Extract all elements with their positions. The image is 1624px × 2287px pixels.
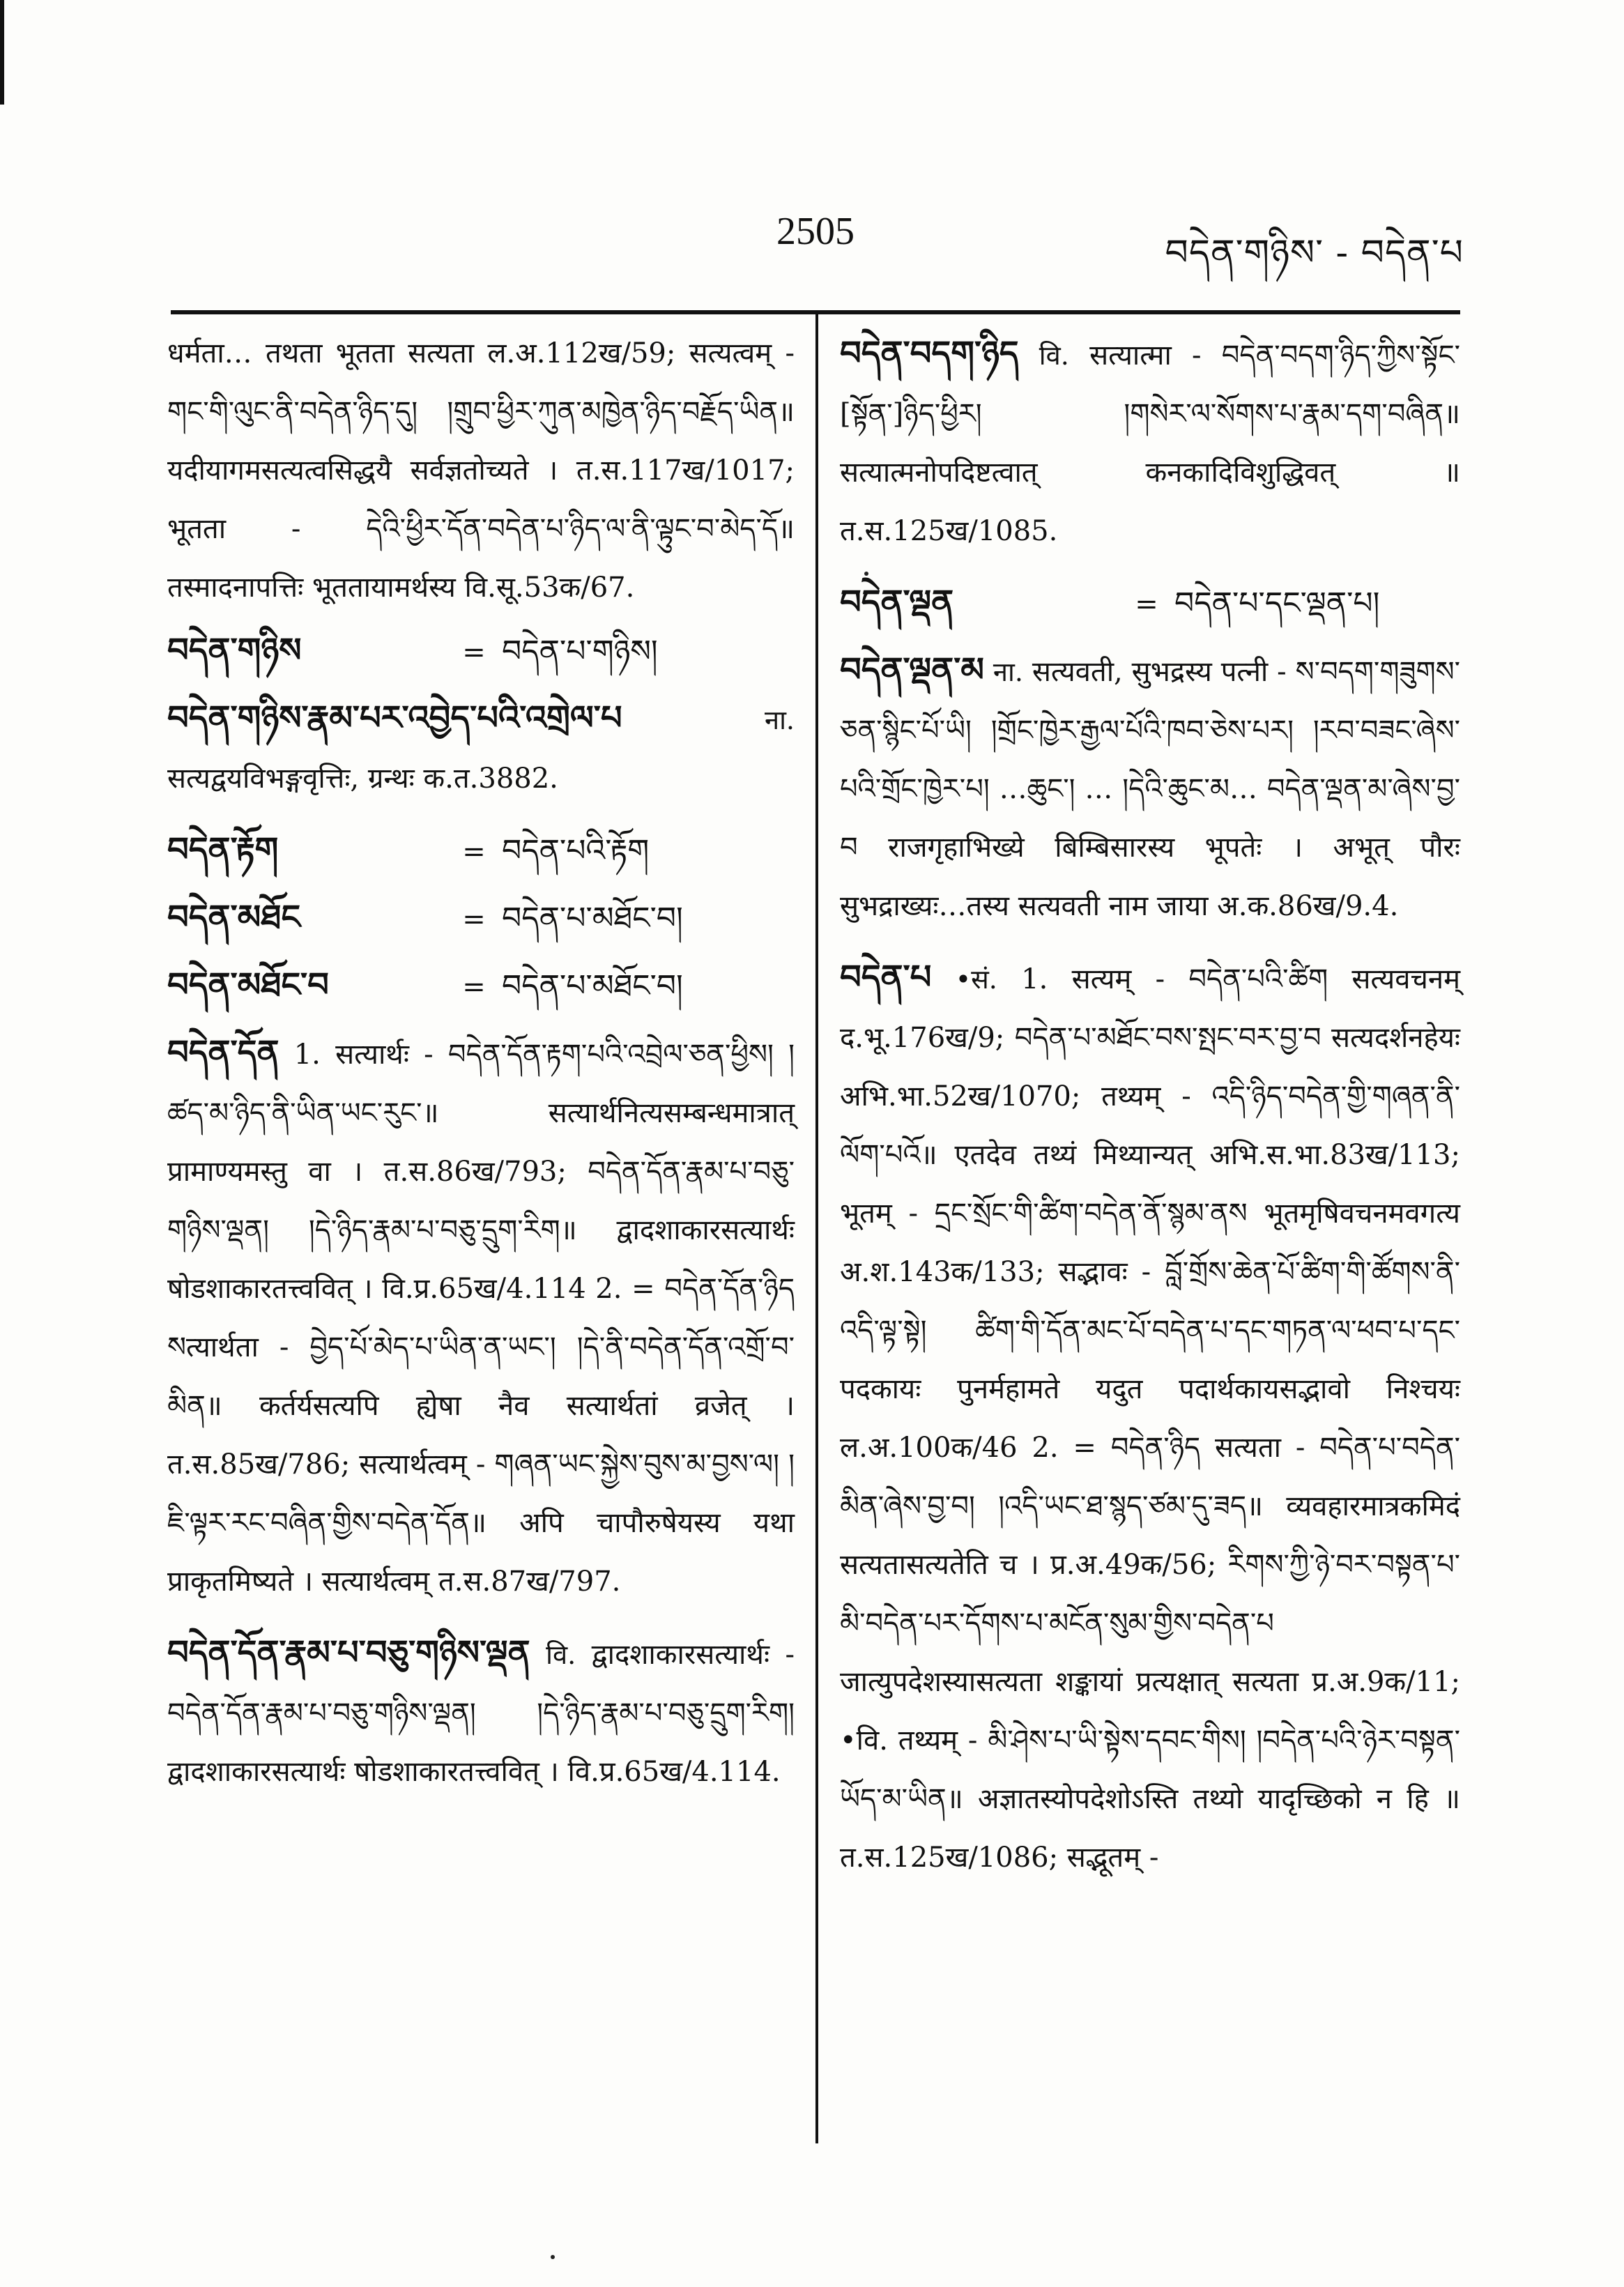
- right-column: [840, 324, 1460, 1899]
- headword: བདེན་གཉིས་རྣམ་པར་འབྱེད་པའི་འགྲེལ་པ: [167, 698, 622, 737]
- dictionary-entry: [167, 1623, 795, 1801]
- xref-entry: [167, 820, 795, 881]
- headword: བདེན་དོན: [167, 1033, 279, 1072]
- equals-sign: =: [462, 836, 486, 868]
- definition: 1. सत्यार्थः - བདེན་དོན་རྟག་པའི་འབྲེལ་ཅན་ཕྱིས། །ཚད་མ་ཉིད་ནི་ཡིན་ཡང་རུང་॥ सत्यार्थनित्यसम्बन्धमात्रात् प्रामाण्यमस्तु वा । त.स.86ख/793; བདེན་དོན་རྣམ་པ་བཅུ་གཉིས་ལྡན། །དེ་ཉིད་རྣམ་པ་བཅུ་དྲུག་རིག॥ द्वादशाकारसत्यार्थः षोडशाकारतत्त्ववित् । वि.प्र.65ख/4.114 2. = བདེན་དོན་ཉིད སत्यार्थता - བྱེད་པོ་མེད་པ་ཡིན་ན་ཡང་། །དེ་ནི་བདེན་དོན་འགྲོ་བ་མིན॥ कर्तर्यसत्यपि ह्येषा नैव सत्यार्थतां व्रजेत् । त.स.85ख/786; सत्यार्थत्वम् - གཞན་ཡང་སྐྱེས་བུས་མ་བྱས་ལ། །ཇི་ལྟར་རང་བཞིན་གྱིས་བདེན་དོན॥ अपि चापौरुषेयस्य यथा प्राकृतमिष्यते । सत्यार्थत्वम् त.स.87ख/797.: [167, 1039, 795, 1598]
- xref-target: བདེན་པ་མཐོང་བ།: [502, 968, 683, 1004]
- xref-target: བདེན་པའི་རྟོག: [502, 833, 650, 869]
- xref-target: བདེན་པ་དང་ལྡན་པ།: [1174, 586, 1380, 621]
- entry-text: धर्मता… तथता भूतता सत्यता ल.अ.112ख/59; सत्यत्वम् - གང་གི་ལུང་ནི་བདེན་ཉིད་དུ། །གྲུབ་ཕྱིར་ཀུན་མཁྱེན་ཉིད་བརྗོད་ཡིན॥ यदीयागमसत्यत्वसिद्धयै सर्वज्ञतोच्यते । त.स.117ख/1017; भूतता - དེའི་ཕྱིར་དོན་བདེན་པ་ཉིད་ལ་ནི་ལྟུང་བ་མེད་དོ॥ तस्मादनापत्तिः भूततायामर्थस्य वि.सू.53क/67.: [167, 337, 795, 604]
- definition: 1. सत्यम् - བདེན་པའི་ཚིག सत्यवचनम् द.भू.176ख/9; བདེན་པ་མཐོང་བས་སྤང་བར་བྱ་བ सत्यदर्शनहेयः अभि.भा.52ख/1070; तथ्यम् - འདི་ཉིད་བདེན་གྱི་གཞན་ནི་ལོག་པའོ॥ एतदेव तथ्यं मिथ्यान्यत् अभि.स.भा.83ख/113; भूतम् - དྲང་སྲོང་གི་ཚིག་བདེན་ནོ་སྙམ་ནས भूतमृषिवचनमवगत्य अ.श.143क/133; सद्भावः - བློ་གྲོས་ཆེན་པོ་ཚིག་གི་ཚོགས་ནི་འདི་ལྟ་སྟེ། ཚིག་གི་དོན་མང་པོ་བདེན་པ་དང་གཏན་ལ་ཕབ་པ་དང་ पदकायः पुनर्महामते यदुत पदार्थकायसद्भावो निश्चयः ल.अ.100क/46 2. = བདེན་ཉིད सत्यता - བདེན་པ་བདེན་མིན་ཞེས་བྱ་བ། །འདི་ཡང་ཐ་སྙད་ཙམ་དུ་ཟད॥ व्यवहारमात्रकमिदं सत्यतासत्यतेति च । प्र.अ.49क/56; རིགས་ཀྱི་ཉེ་བར་བསྟན་པ་མི་བདེན་པར་དོགས་པ་མངོན་སུམ་གྱིས་བདེན་པ जात्युपदेशस्यासत्यता शङ्कायां प्रत्यक्षात् सत्यता प्र.अ.9क/11; •वि. तथ्यम् - མི་ཤེས་པ་ཡི་སྟེས་དབང་གིས། །བདེན་པའི་ཉེར་བསྟན་ཡོད་མ་ཡིན॥ अज्ञातस्योपदेशोऽस्ति तथ्यो यादृच्छिको न हि ॥ त.स.125ख/1086; सद्भूतम् -: [840, 963, 1460, 1874]
- headword: བདེན་གཉིས: [167, 631, 302, 670]
- dictionary-entry: [167, 1023, 795, 1611]
- dictionary-entry: [167, 689, 795, 808]
- equals-sign: =: [462, 971, 486, 1003]
- definition: सत्यात्मा - བདེན་བདག་ཉིད་ཀྱིས་སྟོང་[སྟོན་]ཉིད་ཕྱིར། །གསེར་ལ་སོགས་པ་རྣམ་དག་བཞིན॥ सत्यात्मनोपदिष्टत्वात् कनकादिविशुद्धिवत् ॥ त.स.125ख/1085.: [840, 339, 1461, 547]
- headword: བདེན་མཐོང་བ: [167, 965, 329, 1004]
- grammar-label: वि.: [546, 1639, 576, 1670]
- running-head: བདེན་གཉིས་ - བདེན་པ: [1165, 232, 1464, 274]
- headword: བདེན་བདག་ཉིད: [840, 334, 1019, 373]
- headword: བདེན་མཐོང: [167, 898, 301, 937]
- headword: བདེན་དོན་རྣམ་པ་བཅུ་གཉིས་ལྡན: [167, 1633, 530, 1672]
- page-number: 2505: [776, 210, 855, 253]
- xref-target: བདེན་པ་མཐོང་བ།: [502, 901, 683, 936]
- headword: བདེན་རྟོག: [167, 830, 279, 869]
- headword: བདེན་ལྡན: [840, 583, 954, 622]
- xref-entry: [840, 573, 1460, 634]
- dictionary-entry: [840, 324, 1460, 560]
- headword: བདེན་པ: [840, 958, 932, 997]
- definition: सत्यद्वयविभङ्गवृत्तिः, ग्रन्थः क.त.3882.: [167, 763, 558, 795]
- xref-entry: [167, 956, 795, 1016]
- scan-speck: [551, 2255, 555, 2259]
- column-divider: [815, 310, 818, 2143]
- scan-speck: [864, 572, 868, 576]
- dictionary-entry: [840, 948, 1460, 1887]
- xref-entry: [167, 888, 795, 949]
- continuation-entry: [167, 324, 795, 617]
- headword: བདེན་ལྡན་མ: [840, 650, 984, 689]
- grammar-label: वि.: [1039, 340, 1069, 371]
- grammar-label: ना.: [764, 705, 795, 735]
- grammar-label: ना.: [993, 657, 1023, 687]
- grammar-label: •सं.: [955, 964, 997, 995]
- left-column: [167, 324, 795, 1814]
- dictionary-entry: [840, 641, 1460, 935]
- scan-edge-mark: [0, 0, 4, 105]
- equals-sign: =: [462, 903, 486, 935]
- definition: द्वादशाकारसत्यार्थः - བདེན་དོན་རྣམ་པ་བཅུ་གཉིས་ལྡན། །དེ་ཉིད་རྣམ་པ་བཅུ་དྲུག་རིག། द्वादशाकारसत्यार्थः षोडशाकारतत्त्ववित् । वि.प्र.65ख/4.114.: [167, 1639, 795, 1788]
- equals-sign: =: [1135, 588, 1158, 620]
- equals-sign: =: [462, 636, 486, 668]
- definition: सत्यवती, सुभद्रस्य पत्नी - ས་བདག་གཟུགས་ཅན་སྙིང་པོ་ཡི། །གྲོང་ཁྱེར་རྒྱལ་པོའི་ཁབ་ཅེས་པར། །རབ་བཟང་ཞེས་པའི་གྲོང་ཁྱེར་པ། …ཆུང་། … །དེའི་ཆུང་མ… བདེན་ལྡན་མ་ཞེས་བྱ་བ राजगृहाभिख्ये बिम्बिसारस्य भूपतेः । अभूत् पौरः सुभद्राख्यः…तस्य सत्यवती नाम जाया अ.क.86ख/9.4.: [840, 656, 1461, 922]
- xref-entry: [167, 621, 795, 682]
- xref-target: བདེན་པ་གཉིས།: [502, 634, 658, 669]
